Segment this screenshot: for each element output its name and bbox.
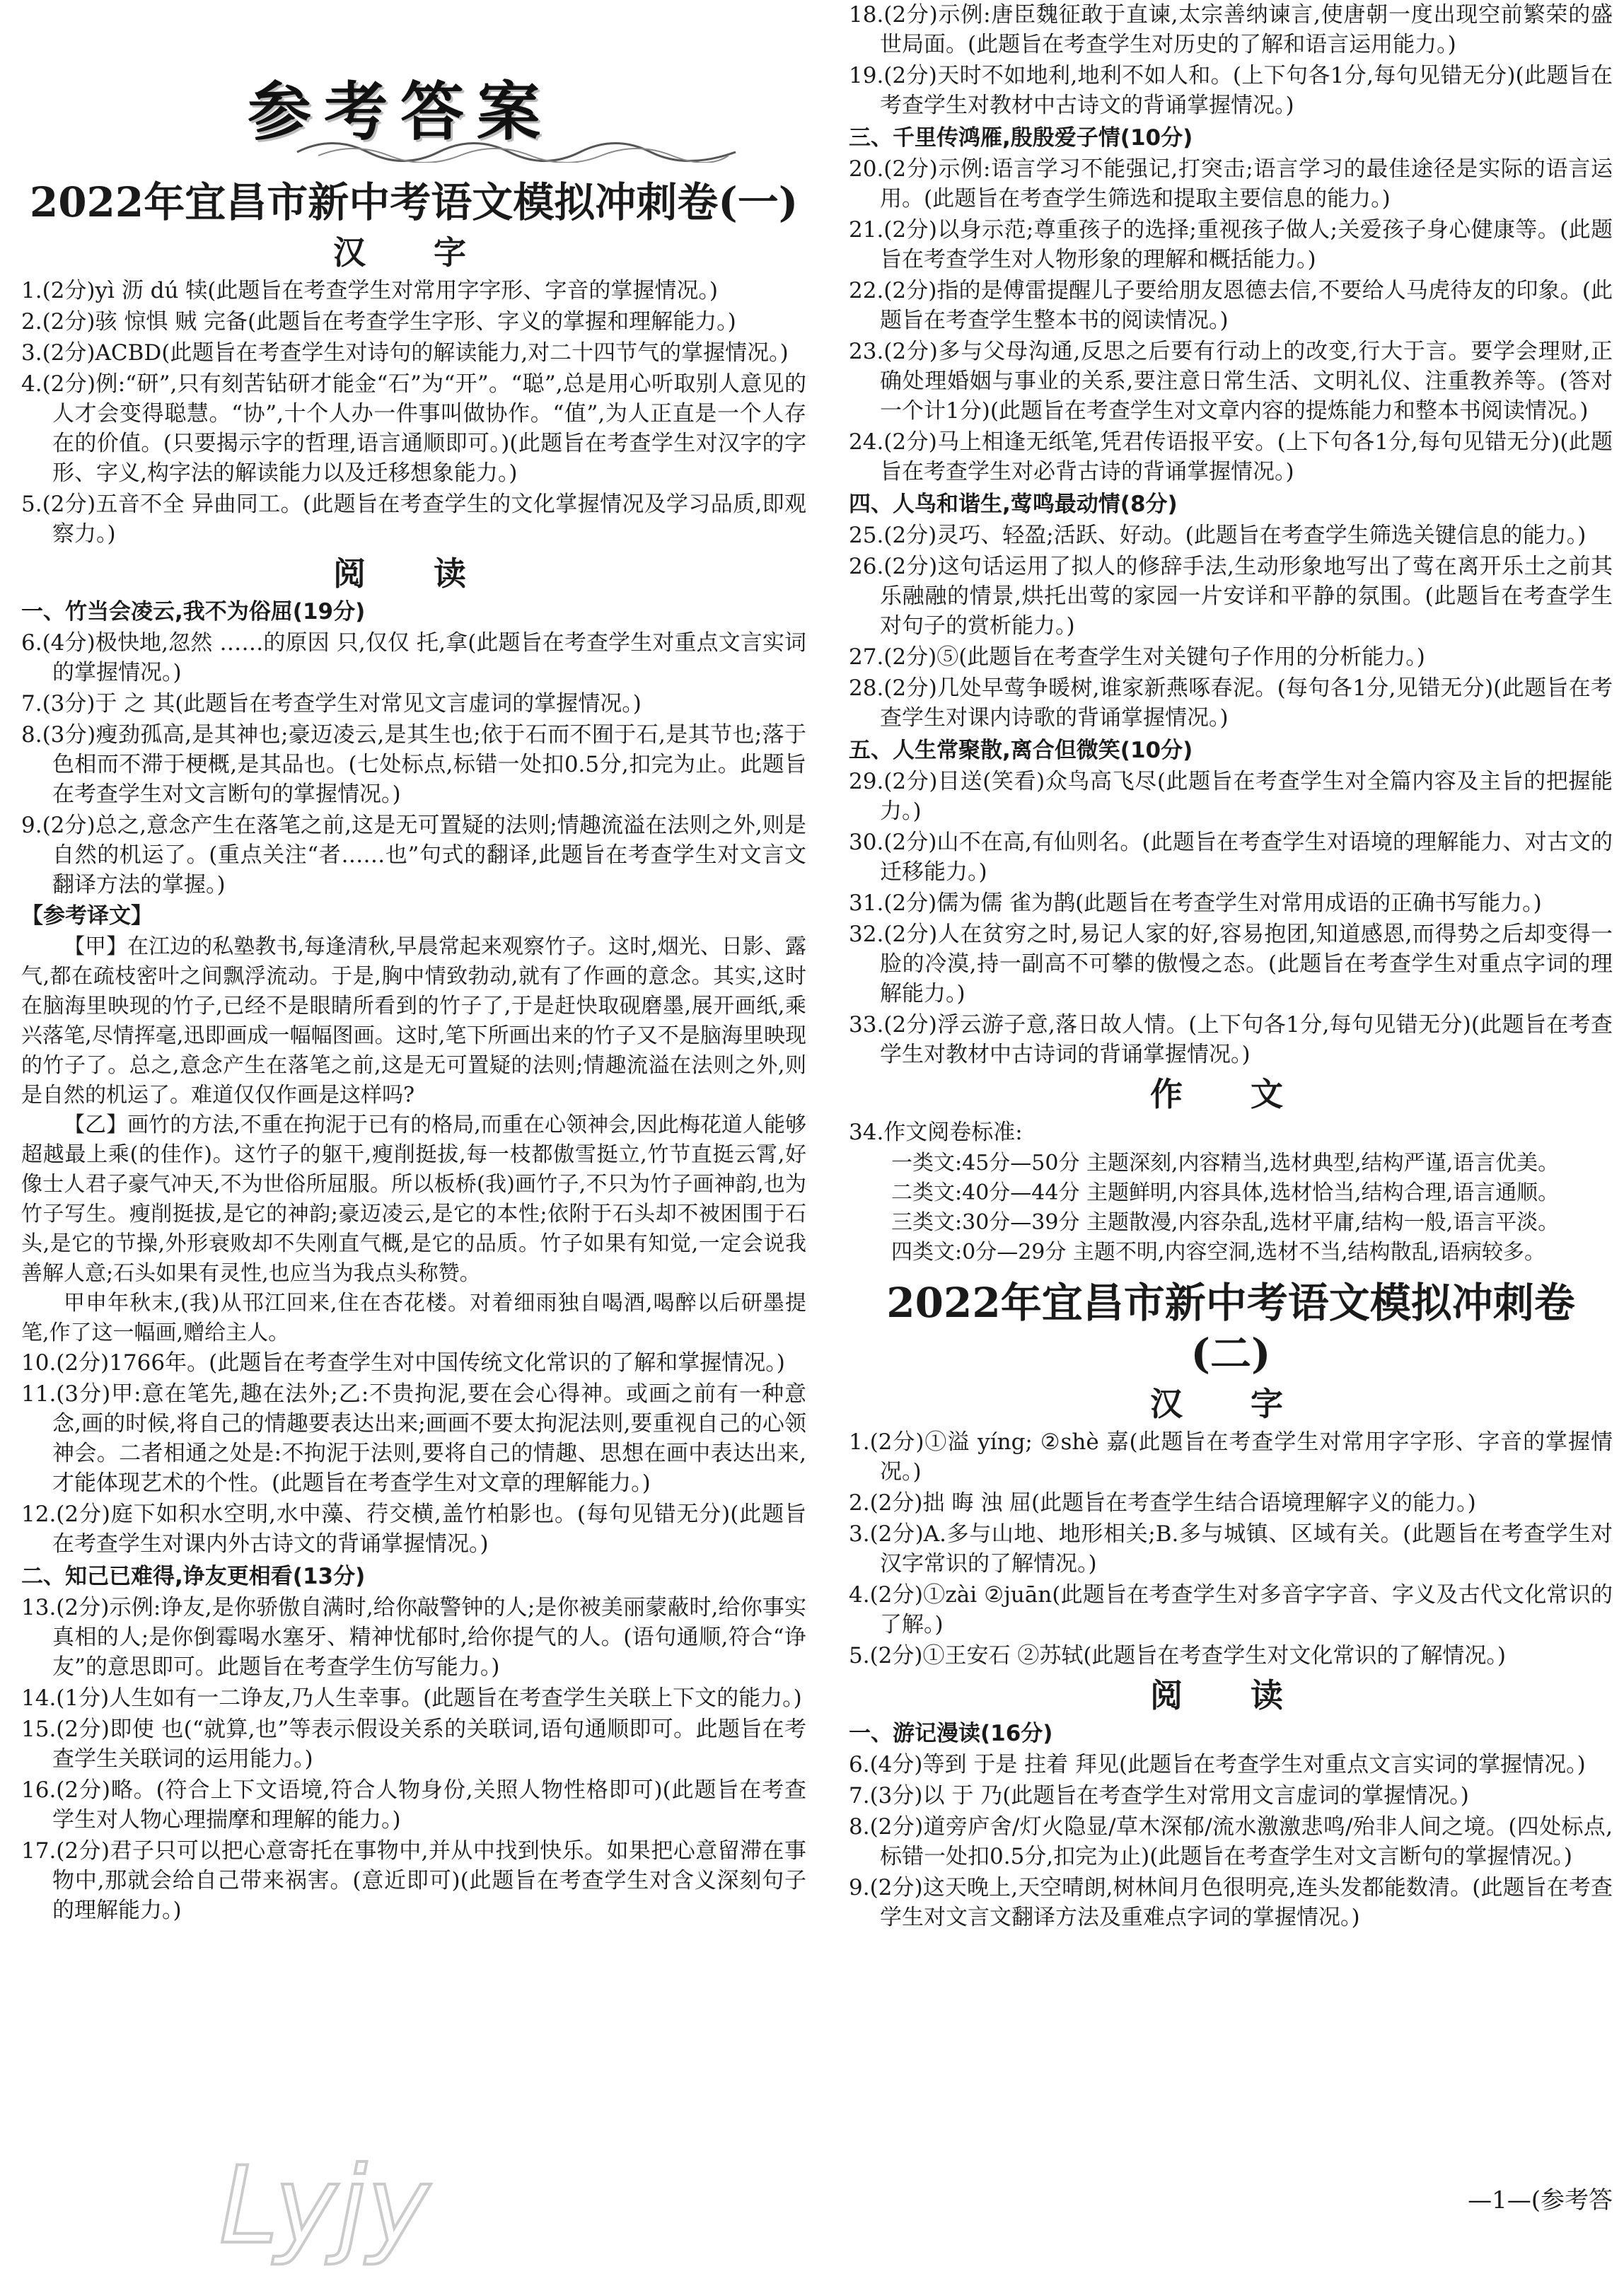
answer-item: 14.(1分)人生如有一二诤友,乃人生幸事。(此题旨在考查学生关联上下文的能力。) <box>21 1685 802 1711</box>
answer-item: 3.(2分)A.多与山地、地形相关;B.多与城镇、区域有关。(此题旨在考查学生对汉字常识的了解情况。) <box>849 1521 1613 1577</box>
zuowen-title: 作 文 <box>1149 1075 1311 1113</box>
answer-item: 5.(2分)五音不全 异曲同工。(此题旨在考查学生的文化掌握情况及学习品质,即观察力。) <box>21 492 806 547</box>
answer-item: 4.(2分)例:“研”,只有刻苦钻研才能金“石”为“开”。“聪”,总是用心听取别人意见的人才会变得聪慧。“协”,十个人办一件事叫做协作。“值”,为人正直是一个人存在的价值。(只要揭示字的哲理,语言通顺即可。)(此题旨在考查学生对汉字的字形、字义,构字法的解读能力以及迁移想象能力。) <box>21 371 806 486</box>
answer-item: 31.(2分)儒为儒 雀为鹊(此题旨在考查学生对常用成语的正确书写能力。) <box>849 890 1542 916</box>
exam1-title: 2022年宜昌市新中考语文模拟冲刺卷(一) <box>29 178 799 226</box>
zuowen-grade: 二类文:40分—44分 主题鲜明,内容具体,选材恰当,结构合理,语言通顺。 <box>891 1180 1560 1205</box>
answer-item: 4.(2分)①zài ②juān(此题旨在考查学生对多音字字音、字义及古代文化常识的了解。) <box>849 1582 1613 1637</box>
answer-banner <box>21 0 806 177</box>
answer-item: 3.(2分)ACBD(此题旨在考查学生对诗句的解读能力,对二十四节气的掌握情况。) <box>21 340 789 366</box>
decorative-swirl-icon <box>290 134 743 163</box>
translation-heading: 【参考译文】 <box>21 903 153 929</box>
answer-item: 8.(3分)瘦劲孤高,是其神也;豪迈凌云,是其生也;依于石而不囿于石,是其节也;落于色相而不滞于梗概,是其品也。(七处标点,标错一处扣0.5分,扣完为止。此题旨在考查学生对文言断句的掌握情况。) <box>21 722 806 807</box>
watermark-text: Lyjy <box>219 2144 430 2268</box>
banner-title: 参考答案 <box>248 75 553 149</box>
exam2-part1-title: 一、游记漫读(16分) <box>849 1721 1053 1746</box>
zuowen-intro: 34.作文阅卷标准: <box>849 1120 1023 1145</box>
answer-item: 9.(2分)总之,意念产生在落笔之前,这是无可置疑的法则;情趣流溢在法则之外,则是自然的机运了。(重点关注“者……也”句式的翻译,此题旨在考查学生对文言文翻译方法的掌握。) <box>21 813 806 898</box>
answer-item: 11.(3分)甲:意在笔先,趣在法外;乙:不贵拘泥,要在会心得神。或画之前有一种意念,画的时候,将自己的情趣要表达出来;画画不要太拘泥法则,要重视自己的心领神会。二者相通之处是:不拘泥于法则,要将自己的情趣、思想在画中表达出来,才能体现艺术的个性。(此题旨在考查学生对文章的理解能力。) <box>21 1381 806 1496</box>
answer-item: 15.(2分)即使 也(“就算,也”等表示假设关系的关联词,语句通顺即可。此题旨在考查学生关联词的运用能力。) <box>21 1717 806 1772</box>
answer-item: 20.(2分)示例:语言学习不能强记,打突击;语言学习的最佳途径是实际的语言运用。(此题旨在考查学生筛选和提取主要信息的能力。) <box>849 156 1613 211</box>
answer-item: 6.(4分)等到 于是 拄着 拜见(此题旨在考查学生对重点文言实词的掌握情况。) <box>849 1752 1586 1777</box>
left-column <box>21 0 806 2293</box>
translation-paragraph: 甲申年秋末,(我)从邗江回来,住在杏花楼。对着细雨独自喝酒,喝醉以后研墨提笔,作了这一幅画,赠给主人。 <box>21 1291 806 1345</box>
answer-item: 1.(2分)yì 沥 dú 犊(此题旨在考查学生对常用字字形、字音的掌握情况。) <box>21 278 718 303</box>
answer-item: 2.(2分)拙 晦 浊 屈(此题旨在考查学生结合语境理解字义的能力。) <box>849 1490 1476 1516</box>
part3-title: 三、千里传鸿雁,殷殷爱子情(10分) <box>849 125 1193 151</box>
answer-item: 25.(2分)灵巧、轻盈;活跃、好动。(此题旨在考查学生筛选关键信息的能力。) <box>849 523 1587 548</box>
answer-item: 2.(2分)骇 惊惧 贼 完备(此题旨在考查学生字形、字义的掌握和理解能力。) <box>21 309 736 335</box>
answer-item: 30.(2分)山不在高,有仙则名。(此题旨在考查学生对语境的理解能力、对古文的迁移能力。) <box>849 830 1613 885</box>
zuowen-grade: 一类文:45分—50分 主题深刻,内容精当,选材典型,结构严谨,语言优美。 <box>891 1151 1560 1175</box>
answer-item: 32.(2分)人在贫穷之时,易记人家的好,容易抱团,知道感恩,而得势之后却变得一脸的冷漠,持一副高不可攀的傲慢之态。(此题旨在考查学生对重点字词的理解能力。) <box>849 922 1613 1006</box>
answer-item: 10.(2分)1766年。(此题旨在考查学生对中国传统文化常识的了解和掌握情况。) <box>21 1350 785 1376</box>
answer-item: 27.(2分)⑤(此题旨在考查学生对关键句子作用的分析能力。) <box>849 644 1425 670</box>
zuowen-grade: 三类文:30分—39分 主题散漫,内容杂乱,选材平庸,结构一般,语言平淡。 <box>891 1210 1560 1235</box>
answer-item: 19.(2分)天时不如地利,地利不如人和。(上下句各1分,每句见错无分)(此题旨在考查学生对教材中古诗文的背诵掌握情况。) <box>849 63 1613 118</box>
exam2-hanzi-title: 汉 字 <box>1149 1385 1311 1423</box>
part5-title: 五、人生常聚散,离合但微笑(10分) <box>849 738 1193 763</box>
answer-item: 7.(3分)于 之 其(此题旨在考查学生对常见文言虚词的掌握情况。) <box>21 691 642 716</box>
page-footer: —1—(参考答 <box>1468 2186 1613 2214</box>
answer-item: 8.(2分)道旁庐舍/灯火隐显/草木深郁/流水激激悲鸣/殆非人间之境。(四处标点,标错一处扣0.5分,扣完为止)(此题旨在考查学生对文言断句的掌握情况。) <box>849 1814 1613 1869</box>
answer-item: 5.(2分)①王安石 ②苏轼(此题旨在考查学生对文化常识的了解情况。) <box>849 1643 1507 1668</box>
answer-item: 13.(2分)示例:诤友,是你骄傲自满时,给你敲警钟的人;是你被美丽蒙蔽时,给你事实真相的人;是你倒霉喝水塞牙、精神忧郁时,给你提气的人。(语句通顺,符合“诤友”的意思即可。此题旨在考查学生仿写能力。) <box>21 1595 806 1680</box>
exam2-title: 2022年宜昌市新中考语文模拟冲刺卷(二) <box>886 1279 1575 1378</box>
answer-item: 9.(2分)这天晚上,天空晴朗,树林间月色很明亮,连头发都能数清。(此题旨在考查学生对文言文翻译方法及重难点字词的掌握情况。) <box>849 1875 1613 1930</box>
exam1-hanzi-title: 汉 字 <box>332 233 494 272</box>
exam2-yuedu-title: 阅 读 <box>1149 1676 1311 1714</box>
part4-title: 四、人鸟和谐生,莺鸣最动情(8分) <box>849 492 1178 517</box>
exam1-part2-title: 二、知己已难得,诤友更相看(13分) <box>21 1564 366 1589</box>
exam1-part1-title: 一、竹当会凌云,我不为俗屈(19分) <box>21 599 366 625</box>
answer-item: 22.(2分)指的是傅雷提醒儿子要给朋友恩德去信,不要给人马虎待友的印象。(此题旨在考查学生整本书的阅读情况。) <box>849 278 1613 333</box>
answer-item: 17.(2分)君子只可以把心意寄托在事物中,并从中找到快乐。如果把心意留滞在事物中,那就会给自己带来祸害。(意近即可)(此题旨在考查学生对含义深刻句子的理解能力。) <box>21 1838 806 1923</box>
translation-paragraph: 【乙】画竹的方法,不重在拘泥于已有的格局,而重在心领神会,因此梅花道人能够超越最上乘(的佳作)。这竹子的躯干,瘦削挺拔,每一枝都傲雪挺立,竹节直挺云霄,好像士人君子豪气冲天,不为世俗所屈服。所以板桥(我)画竹子,不只为竹子画神韵,也为竹子写生。瘦削挺拔,是它的神韵;豪迈凌云,是它的本性;依附于石头却不被困围于石头,是它的节操,外形衰败却不失刚直气概,是它的品质。竹子如果有知觉,一定会说我善解人意;石头如果有灵性,也应当为我点头称赞。 <box>21 1113 806 1286</box>
zuowen-grade: 四类文:0分—29分 主题不明,内容空洞,选材不当,结构散乱,语病较多。 <box>891 1240 1546 1265</box>
answer-item: 6.(4分)极快地,忽然 ……的原因 只,仅仅 托,拿(此题旨在考查学生对重点文言实词的掌握情况。) <box>21 630 806 685</box>
answer-item: 21.(2分)以身示范;尊重孩子的选择;重视孩子做人;关爱孩子身心健康等。(此题旨在考查学生对人物形象的理解和概括能力。) <box>849 217 1613 272</box>
answer-item: 1.(2分)①溢 yíng; ②shè 嘉(此题旨在考查学生对常用字字形、字音的掌握情况。) <box>849 1429 1613 1485</box>
answer-item: 12.(2分)庭下如积水空明,水中藻、荇交横,盖竹柏影也。(每句见错无分)(此题旨在考查学生对课内外古诗文的背诵掌握情况。) <box>21 1502 806 1557</box>
answer-item: 33.(2分)浮云游子意,落日故人情。(上下句各1分,每句见错无分)(此题旨在考查学生对教材中古诗词的背诵掌握情况。) <box>849 1012 1613 1067</box>
answer-item: 7.(3分)以 于 乃(此题旨在考查学生对常用文言虚词的掌握情况。) <box>849 1783 1469 1809</box>
answer-item: 24.(2分)马上相逢无纸笔,凭君传语报平安。(上下句各1分,每句见错无分)(此题旨在考查学生对必背古诗的背诵掌握情况。) <box>849 429 1613 484</box>
answer-item: 23.(2分)多与父母沟通,反思之后要有行动上的改变,行大于言。要学会理财,正确处理婚姻与事业的关系,要注意日常生活、文明礼仪、注重教养等。(答对一个计1分)(此题旨在考查学生对文章内容的提炼能力和整本书阅读情况。) <box>849 339 1613 424</box>
answer-item: 26.(2分)这句话运用了拟人的修辞手法,生动形象地写出了莺在离开乐土之前其乐融融的情景,烘托出莺的家园一片安详和平静的氛围。(此题旨在考查学生对句子的赏析能力。) <box>849 554 1613 639</box>
answer-item: 28.(2分)几处早莺争暖树,谁家新燕啄春泥。(每句各1分,见错无分)(此题旨在考查学生对课内诗歌的背诵掌握情况。) <box>849 675 1613 731</box>
right-column <box>849 0 1613 2293</box>
watermark-logo-icon <box>205 2143 601 2270</box>
answer-item: 29.(2分)目送(笑看)众鸟高飞尽(此题旨在考查学生对全篇内容及主旨的把握能力。) <box>849 769 1613 824</box>
answer-item: 18.(2分)示例:唐臣魏征敢于直谏,太宗善纳谏言,使唐朝一度出现空前繁荣的盛世局面。(此题旨在考查学生对历史的了解和语言运用能力。) <box>849 2 1613 57</box>
exam1-yuedu-title: 阅 读 <box>332 555 494 593</box>
answer-item: 16.(2分)略。(符合上下文语境,符合人物身份,关照人物性格即可)(此题旨在考查学生对人物心理揣摩和理解的能力。) <box>21 1777 806 1833</box>
translation-paragraph: 【甲】在江边的私塾教书,每逢清秋,早晨常起来观察竹子。这时,烟光、日影、露气,都在疏枝密叶之间飘浮流动。于是,胸中情致勃动,就有了作画的意念。其实,这时在脑海里映现的竹子,已经不是眼睛所看到的竹子了,于是赶快取砚磨墨,展开画纸,乘兴落笔,尽情挥毫,迅即画成一幅幅图画。这时,笔下所画出来的竹子又不是脑海里映现的竹子了。总之,意念产生在落笔之前,这是无可置疑的法则;情趣流溢在法则之外,则是自然的机运了。难道仅仅作画是这样吗? <box>21 934 806 1108</box>
